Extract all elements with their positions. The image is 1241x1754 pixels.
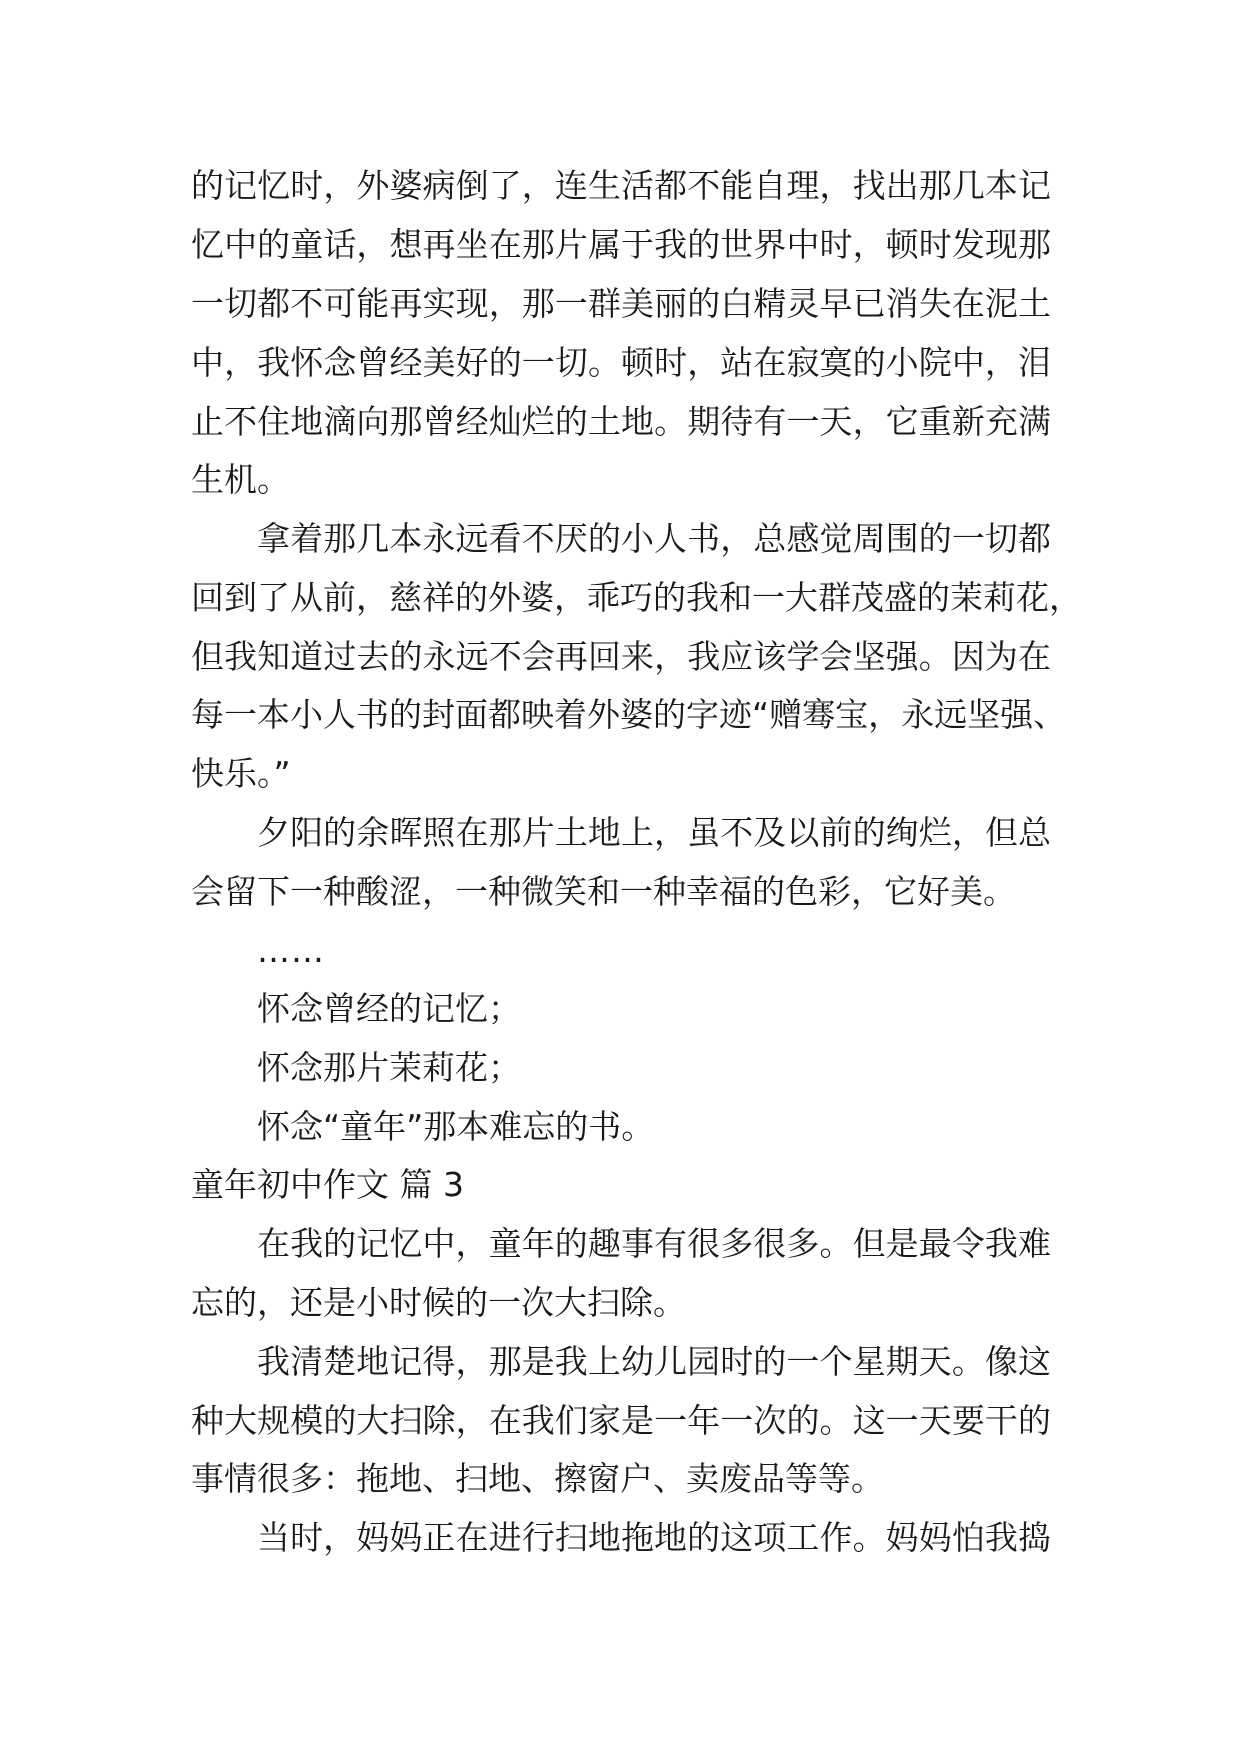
text-line: 止不住地滴向那曾经灿烂的土地。期待有一天，它重新充满	[191, 402, 1051, 441]
text-line: 种大规模的大扫除，在我们家是一年一次的。这一天要干的	[191, 1401, 1051, 1440]
text-line: 当时，妈妈正在进行扫地拖地的这项工作。妈妈怕我捣	[257, 1518, 1051, 1557]
text-line: 生机。	[191, 460, 290, 499]
text-line: 我清楚地记得，那是我上幼儿园时的一个星期天。像这	[257, 1342, 1051, 1381]
text-line: 夕阳的余晖照在那片土地上，虽不及以前的绚烂，但总	[257, 813, 1051, 852]
text-line: 的记忆时，外婆病倒了，连生活都不能自理，找出那几本记	[191, 166, 1051, 205]
text-line: 中，我怀念曾经美好的一切。顿时，站在寂寞的小院中，泪	[191, 343, 1051, 382]
text-line: 每一本小人书的封面都映着外婆的字迹“赠骞宝，永远坚强、	[191, 695, 1067, 734]
text-line: 怀念曾经的记忆；	[257, 989, 521, 1028]
section-heading: 童年初中作文 篇 3	[191, 1165, 464, 1204]
text-line: ……	[257, 931, 325, 970]
text-line: 快乐。”	[191, 754, 291, 793]
text-line: 忆中的童话，想再坐在那片属于我的世界中时，顿时发现那	[191, 225, 1051, 264]
text-line: 一切都不可能再实现，那一群美丽的白精灵早已消失在泥土	[191, 284, 1051, 323]
text-line: 但我知道过去的永远不会再回来，我应该学会坚强。因为在	[191, 637, 1051, 676]
text-line: 拿着那几本永远看不厌的小人书，总感觉周围的一切都	[257, 519, 1051, 558]
text-line: 回到了从前，慈祥的外婆，乖巧的我和一大群茂盛的茉莉花，	[191, 578, 1082, 617]
text-line: 忘的，还是小时候的一次大扫除。	[191, 1283, 686, 1322]
text-line: 会留下一种酸涩，一种微笑和一种幸福的色彩，它好美。	[191, 872, 1016, 911]
text-line: 事情很多：拖地、扫地、擦窗户、卖废品等等。	[191, 1459, 884, 1498]
text-line: 怀念那片茉莉花；	[257, 1048, 521, 1087]
text-line: 怀念“童年”那本难忘的书。	[257, 1107, 655, 1146]
text-line: 在我的记忆中，童年的趣事有很多很多。但是最令我难	[257, 1224, 1051, 1263]
